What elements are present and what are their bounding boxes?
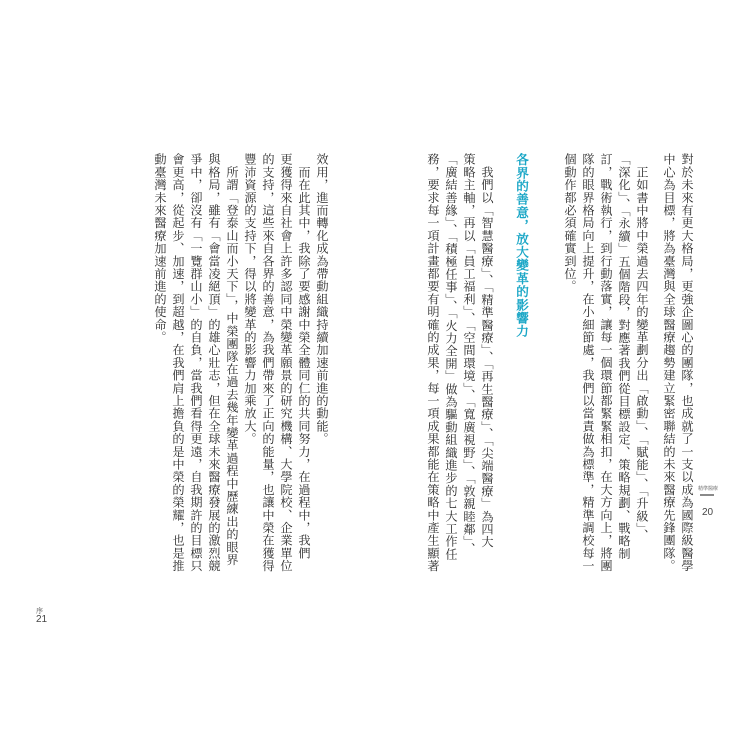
page-label: 序 xyxy=(36,607,43,615)
text-column: 而在此其中，我除了要感謝中榮全體同仁的共同努力，在過程中，我們 xyxy=(297,153,311,560)
text-column: 動臺灣未來醫療加速前進的使命。 xyxy=(153,153,167,344)
text-column: 與格局，雖有「會當凌絕頂」的雄心壯志，但在全球未來醫療發展的激烈競 xyxy=(207,153,221,573)
text-column: 「深化」、「永續」五個階段，對應著我們從目標設定、策略規劃、戰略制 xyxy=(617,153,631,560)
text-column: 正如書中將中榮過去四年的變革劃分出「啟動」、「賦能」、「升級」、 xyxy=(635,153,649,542)
text-column: 對於未來有更大格局，更強企圖心的團隊，也成就了一支以成為國際級醫學 xyxy=(680,153,694,573)
text-column: 效用，進而轉化成為帶動組織持續加速前進的動能。 xyxy=(315,153,329,446)
text-column: 中心為目標，將為臺灣與全球醫療趨勢建立緊密聯結的未來醫療先鋒團隊。 xyxy=(662,153,676,573)
text-column: 更獲得來自社會上許多認同中榮變革願景的研究機構、大學院校、企業單位 xyxy=(279,153,293,573)
text-column: 所謂「登泰山而小天下」，中榮團隊在過去幾年變革過程中歷練出的眼界 xyxy=(225,153,239,566)
page-number: 21 xyxy=(36,614,48,625)
text-column: 務，要求每一項計畫都要有明確的成果，每一項成果都能在策略中產生顯著 xyxy=(426,153,440,573)
text-column: 個動作都必須確實到位。 xyxy=(563,153,577,293)
text-column: 隊的眼界格局向上提升，在小細節處，我們以當責做為標準，精準調校每一 xyxy=(581,153,595,573)
text-column: 我們以「智慧醫療」、「精準醫療」、「再生醫療」、「尖端醫療」為四大 xyxy=(480,153,494,549)
text-column: 會更高，從起步、加速，到超越，在我們肩上擔負的是中榮的榮耀，也是推 xyxy=(171,153,185,573)
text-column: 「廣結善緣」、「積極任事」、「火力全開」做為驅動組織進步的七大工作任 xyxy=(444,153,458,561)
text-column: 策略主軸，再以「員工福利」、「空間環境」、「寬廣視野」、「敦親睦鄰」、 xyxy=(462,153,476,555)
running-head-bar xyxy=(700,494,714,496)
running-head: 精準醫療 xyxy=(697,486,718,492)
section-heading: 各界的善意，放大變革的影響力 xyxy=(514,153,529,338)
page-number: 20 xyxy=(702,507,714,518)
text-column: 的支持，這些來自各界的善意，為我們帶來了正向的能量，也讓中榮在獲得 xyxy=(261,153,275,573)
text-column: 爭中，卻沒有「一覽群山小」的自負，當我們看得更遠，自我期許的目標只 xyxy=(189,153,203,573)
text-column: 訂，戰術執行，到行動落實，讓每一個環節都緊緊相扣，在大方向上，將團 xyxy=(599,153,613,573)
text-column: 豐沛資源的支持下，得以將變革的影響力加乘放大。 xyxy=(243,153,257,446)
